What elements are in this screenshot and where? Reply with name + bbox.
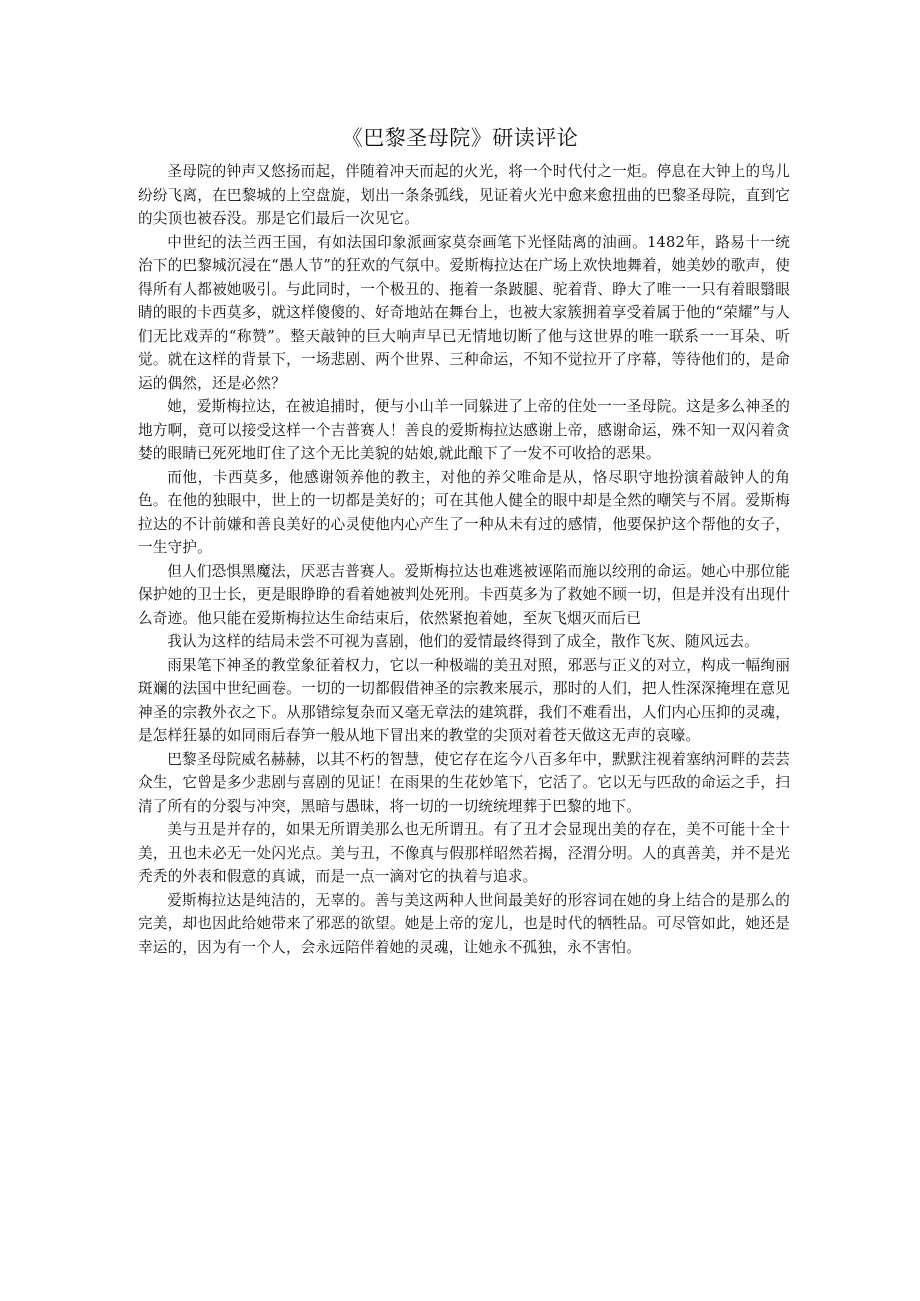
paragraph-1: 圣母院的钟声又悠扬而起，伴随着冲天而起的火光，将一个时代付之一炬。停息在大钟上的鸟儿纷纷飞离，在巴黎城的上空盘旋，划出一条条弧线，见证着火光中愈来愈扭曲的巴黎圣母院，直到它的尖顶也被吞没。那是它们最后一次见它。 (138, 163, 790, 227)
paragraph-5: 但人们恐惧黑魔法，厌恶吉普赛人。爱斯梅拉达也难逃被诬陷而施以绞刑的命运。她心中那位能保护她的卫士长，更是眼睁睁的看着她被判处死刑。卡西莫多为了救她不顾一切，但是并没有出现什么奇迹。他只能在爱斯梅拉达生命结束后，依然紧抱着她，至灰飞烟灭而后已 (138, 562, 790, 627)
document-title: 《巴黎圣母院》研读评论 (341, 126, 579, 150)
paragraph-4: 而他，卡西莫多，他感谢领养他的教主，对他的养父唯命是从，恪尽职守地扮演着敲钟人的角色。在他的独眼中，世上的一切都是美好的；可在其他人健全的眼中却是全然的嘲笑与不屑。爱斯梅拉达的不计前嫌和善良美好的心灵使他内心产生了一种从未有过的感情，他要保护这个帮他的女子，一生守护。 (138, 468, 790, 556)
document-body (138, 160, 790, 959)
paragraph-10: 爱斯梅拉达是纯洁的，无辜的。善与美这两种人世间最美好的形容词在她的身上结合的是那么的完美，却也因此给她带来了邪恶的欲望。她是上帝的宠儿，也是时代的牺牲品。可尽管如此，她还是幸运的，因为有一个人，会永远陪伴着她的灵魂，让她永不孤独，永不害怕。 (138, 891, 790, 956)
paragraph-8: 巴黎圣母院威名赫赫，以其不朽的智慧，使它存在迄今八百多年中，默默注视着塞纳河畔的芸芸众生，它曾是多少悲剧与喜剧的见证！在雨果的生花妙笔下，它活了。它以无与匹敌的命运之手，扫清了所有的分裂与冲突，黑暗与愚昧，将一切的一切统统埋葬于巴黎的地下。 (138, 750, 790, 815)
paragraph-9: 美与丑是并存的，如果无所谓美那么也无所谓丑。有了丑才会显现出美的存在，美不可能十全十美，丑也未必无一处闪光点。美与丑，不像真与假那样昭然若揭，泾渭分明。人的真善美，并不是光秃秃的外表和假意的真诚，而是一点一滴对它的执着与追求。 (138, 821, 790, 885)
paragraph-2: 中世纪的法兰西王国，有如法国印象派画家莫奈画笔下光怪陆离的油画。1482年，路易十一统治下的巴黎城沉浸在“愚人节”的狂欢的气氛中。爱斯梅拉达在广场上欢快地舞着，她美妙的歌声，使得所有人都被她吸引。与此同时，一个极丑的、拖着一条跛腿、驼着背、睁大了唯一一只有着眼翳眼睛的眼的卡西莫多，就这样傻傻的、好奇地站在舞台上，也被大家簇拥着享受着属于他的“荣耀”与人们无比戏弄的“称赞”。整天敲钟的巨大响声早已无情地切断了他与这世界的唯一联系一一耳朵、听觉。就在这样的背景下，一场悲剧、两个世界、三种命运，不知不觉拉开了序幕，等待他们的，是命运的偶然，还是必然？ (138, 233, 790, 392)
paragraph-3: 她，爱斯梅拉达，在被追捕时，便与小山羊一同躲进了上帝的住处一一圣母院。这是多么神圣的地方啊，竟可以接受这样一个吉普赛人！善良的爱斯梅拉达感谢上帝，感谢命运，殊不知一双闪着贪婪的眼睛已死死地盯住了这个无比美貌的姑娘,就此酿下了一发不可收拾的恶果。 (138, 398, 790, 462)
paragraph-6: 我认为这样的结局未尝不可视为喜剧，他们的爱情最终得到了成全，散作飞灰、随风远去。 (167, 633, 759, 650)
paragraph-7: 雨果笔下神圣的教堂象征着权力，它以一种极端的美丑对照，邪恶与正义的对立，构成一幅绚丽斑斓的法国中世纪画卷。一切的一切都假借神圣的宗教来展示，那时的人们，把人性深深掩埋在意见神圣的宗教外衣之下。从那错综复杂而又毫无章法的建筑群，我们不难看出，人们内心压抑的灵魂，是怎样狂暴的如同雨后春笋一般从地下冒出来的教堂的尖顶对着苍天做这无声的哀嚎。 (138, 656, 790, 744)
